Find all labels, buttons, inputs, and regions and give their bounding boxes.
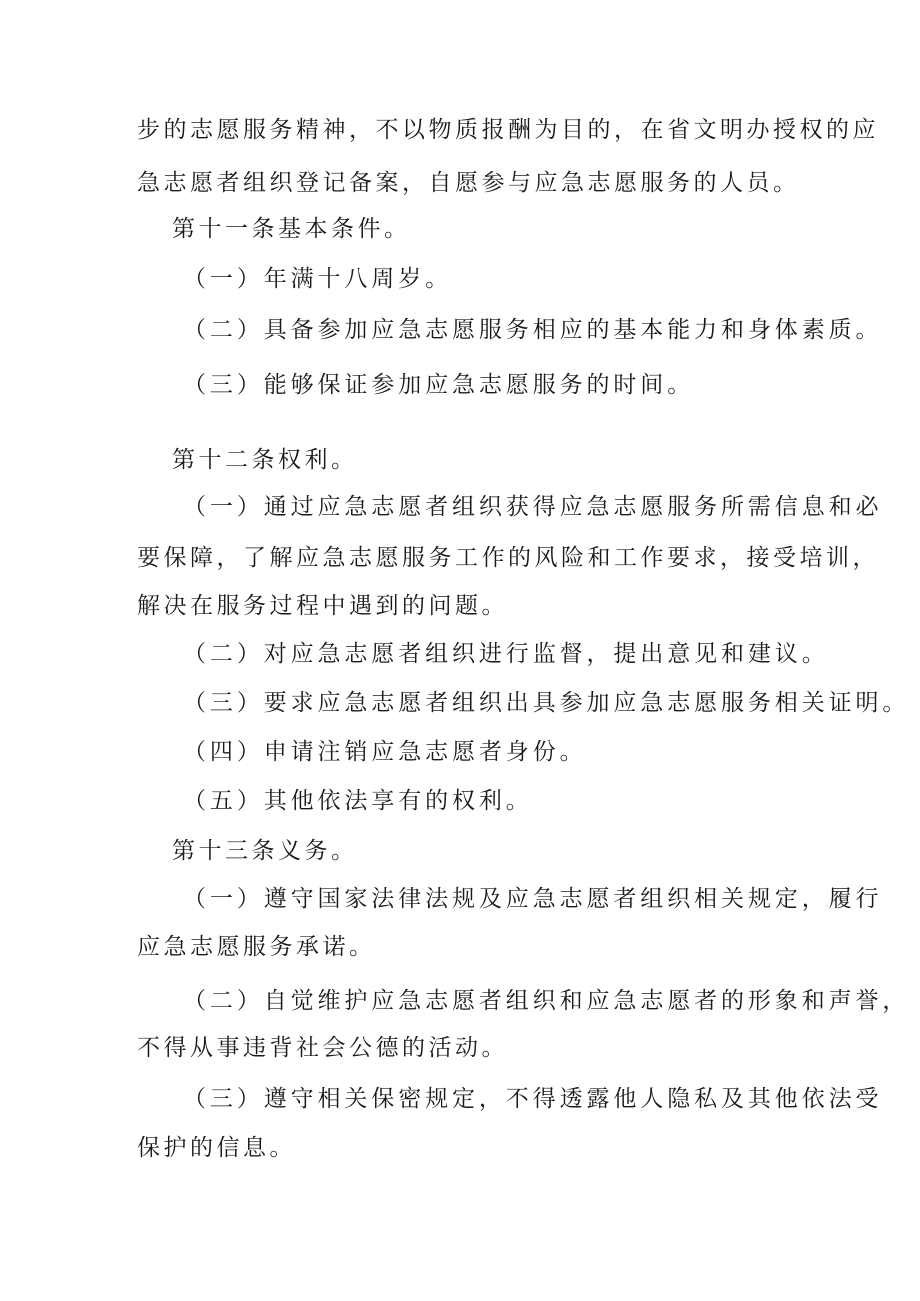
list-item: （三）能够保证参加应急志愿服务的时间。: [183, 372, 695, 398]
list-item: （一）通过应急志愿者组织获得应急志愿服务所需信息和必: [183, 494, 883, 520]
article-heading: 第十一条基本条件。: [172, 216, 411, 242]
list-item: （一）年满十八周岁。: [183, 266, 452, 292]
text-line: 步的志愿服务精神，不以物质报酬为目的，在省文明办授权的应: [137, 117, 879, 143]
text-line: 解决在服务过程中遇到的问题。: [137, 593, 508, 619]
text-line: 不得从事违背社会公德的活动。: [137, 1035, 508, 1061]
text-line: 保护的信息。: [137, 1135, 296, 1161]
list-item: （一）遵守国家法律法规及应急志愿者组织相关规定，履行: [183, 886, 883, 912]
text-line: 应急志愿服务承诺。: [137, 934, 376, 960]
text-line: 急志愿者组织登记备案，自愿参与应急志愿服务的人员。: [137, 170, 800, 196]
list-item: （五）其他依法享有的权利。: [183, 788, 533, 814]
list-item: （二）自觉维护应急志愿者组织和应急志愿者的形象和声誉，: [183, 988, 910, 1014]
list-item: （四）申请注销应急志愿者身份。: [183, 739, 587, 765]
list-item: （二）对应急志愿者组织进行监督，提出意见和建议。: [183, 641, 829, 667]
article-heading: 第十三条义务。: [172, 838, 358, 864]
list-item: （三）要求应急志愿者组织出具参加应急志愿服务相关证明。: [183, 690, 910, 716]
list-item: （二）具备参加应急志愿服务相应的基本能力和身体素质。: [183, 317, 883, 343]
list-item: （三）遵守相关保密规定，不得透露他人隐私及其他依法受: [183, 1086, 883, 1112]
article-heading: 第十二条权利。: [172, 447, 358, 473]
text-line: 要保障，了解应急志愿服务工作的风险和工作要求，接受培训，: [137, 545, 879, 571]
